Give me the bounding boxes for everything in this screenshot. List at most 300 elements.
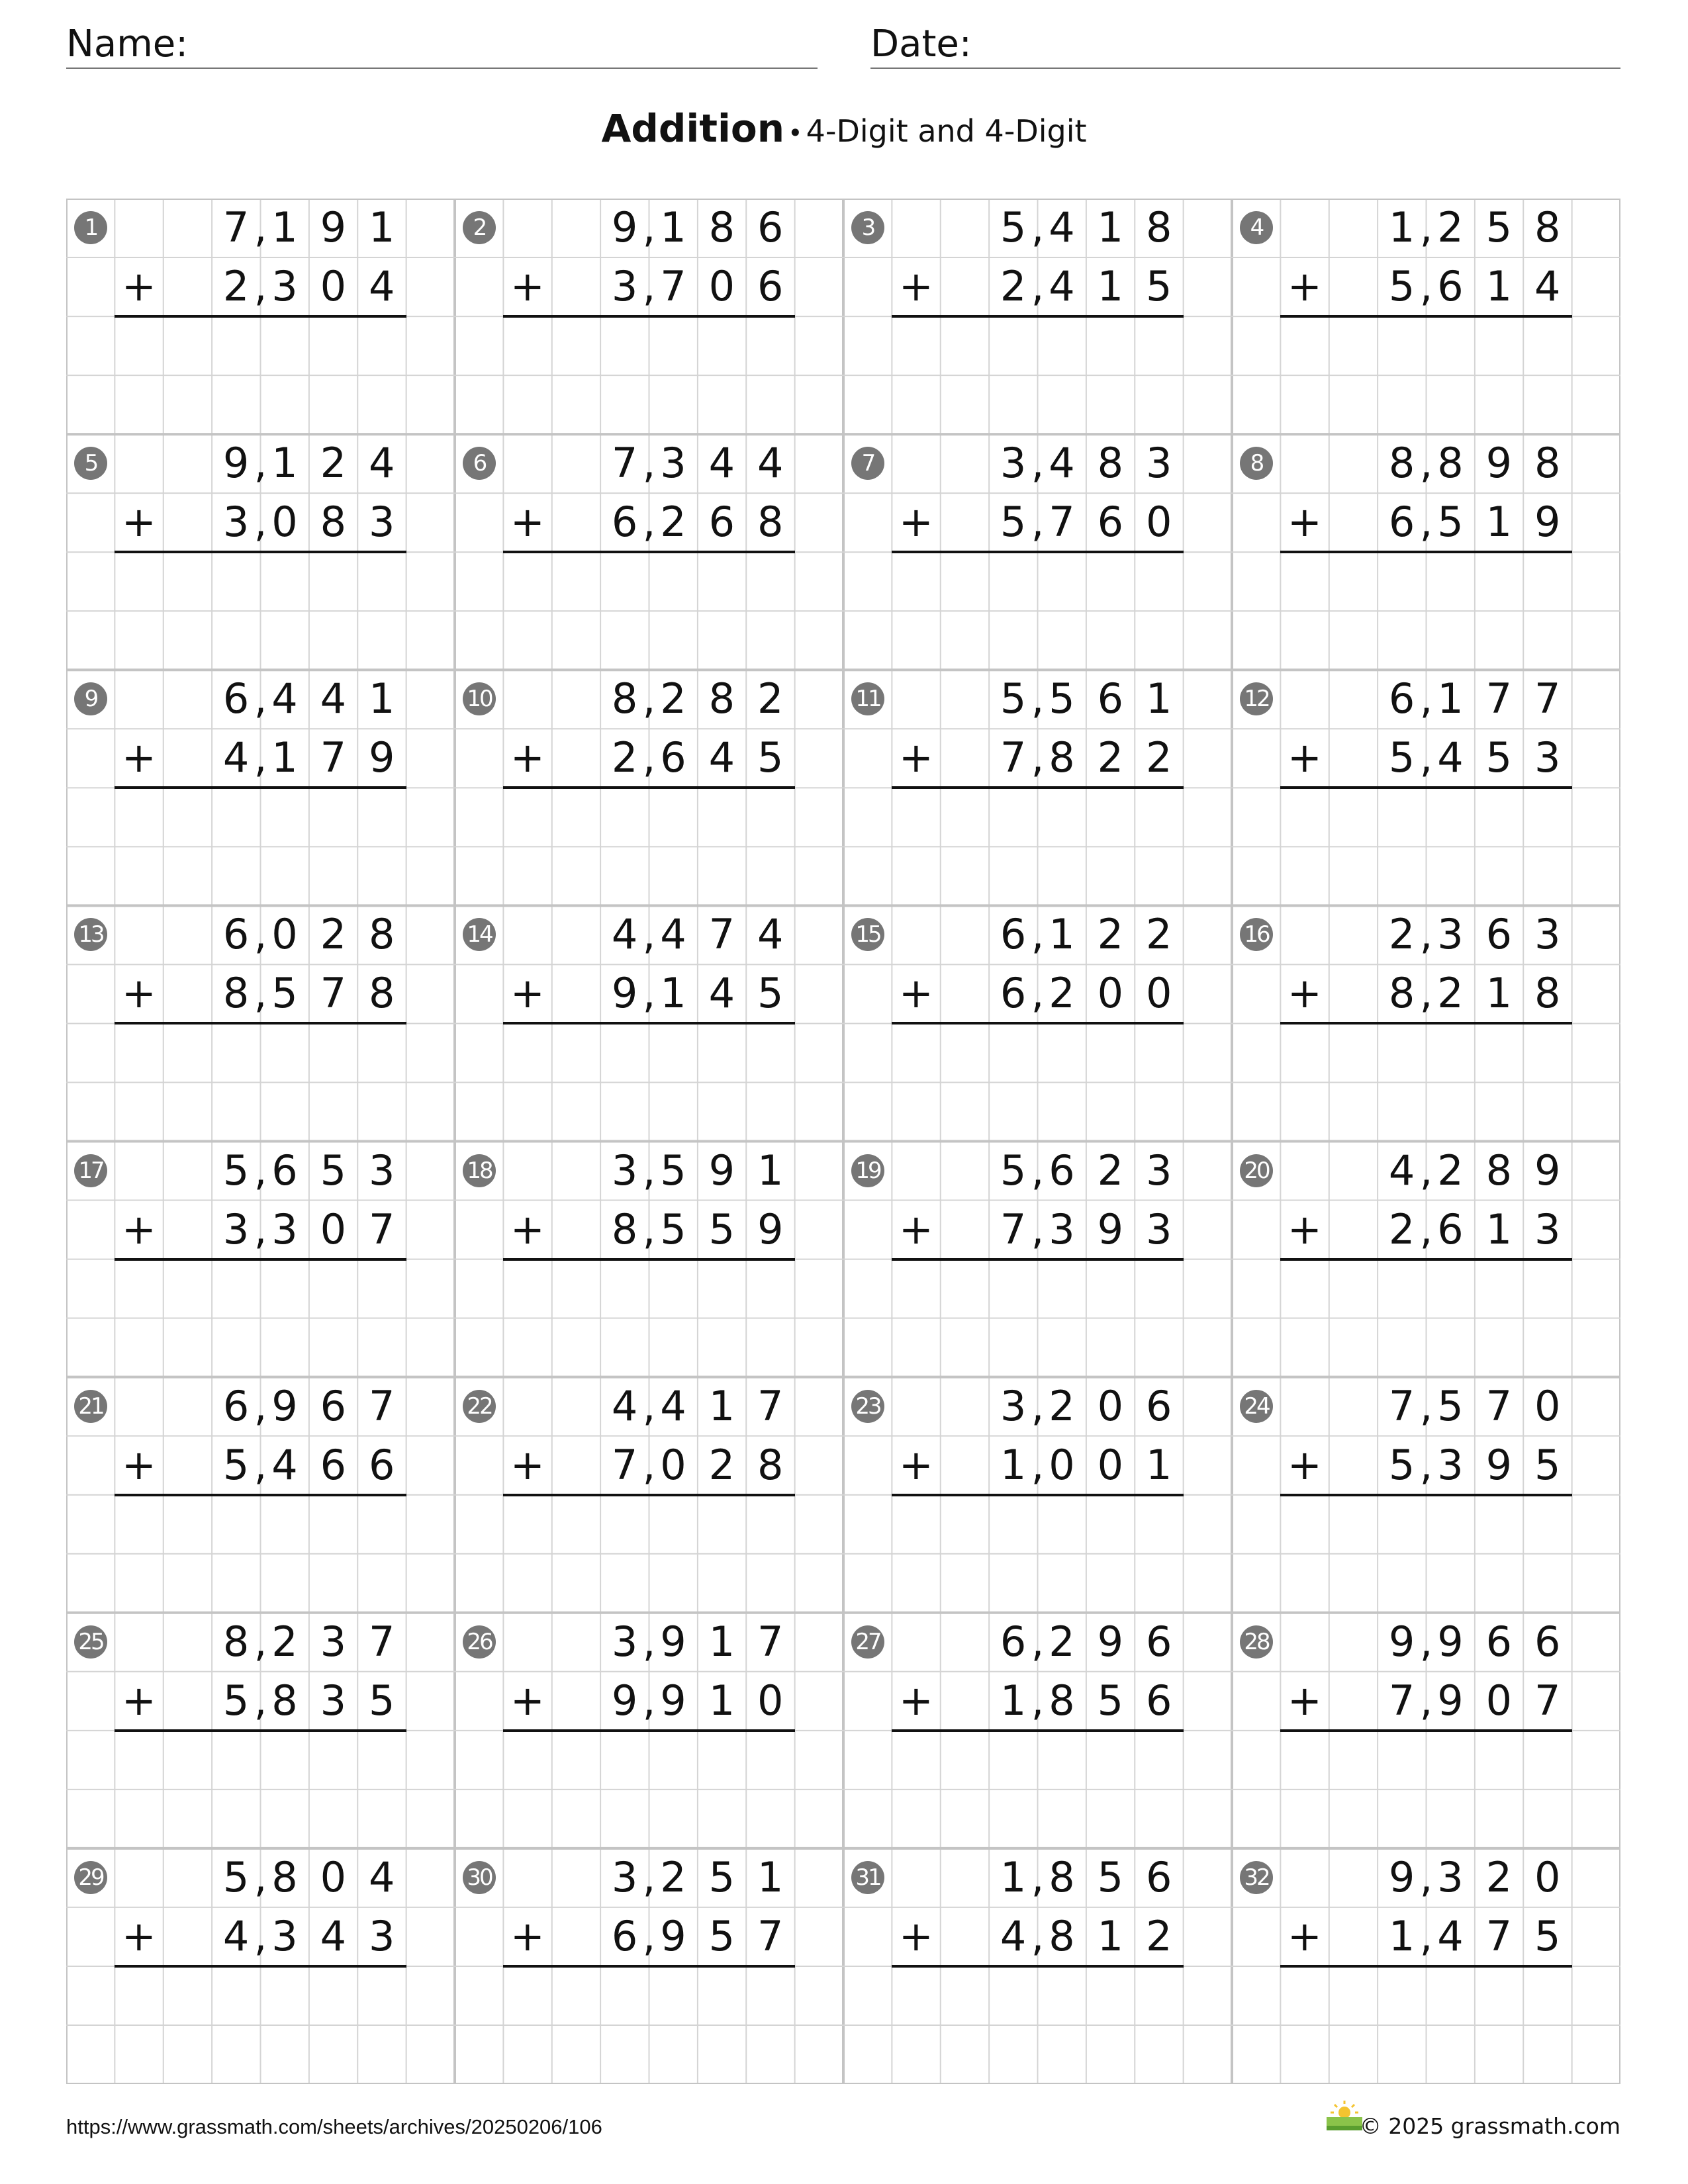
addend-bottom-digit: 5 <box>1000 498 1027 547</box>
addend-top-digit: 8 <box>1534 203 1561 251</box>
thousands-separator: , <box>1031 1440 1045 1489</box>
addend-bottom-digit: 9 <box>660 1911 686 1960</box>
addend-top-digit: 4 <box>611 1381 638 1430</box>
addend-bottom-digit: 6 <box>660 733 686 782</box>
addend-bottom-digit: 2 <box>1049 969 1075 1018</box>
addend-bottom-digit: 2 <box>611 733 638 782</box>
addend-bottom-digit: 7 <box>1485 1911 1513 1960</box>
addend-bottom-digit: 0 <box>271 498 298 547</box>
addend-top-digit: 1 <box>757 1146 784 1195</box>
plus-operator: + <box>510 1911 545 1960</box>
addend-top-digit: 4 <box>757 439 784 488</box>
plus-operator: + <box>121 1676 156 1725</box>
answer-area[interactable] <box>115 1024 406 1140</box>
addend-bottom-digit: 2 <box>1388 1205 1415 1253</box>
thousands-separator: , <box>642 1911 656 1960</box>
addend-bottom-digit: 5 <box>1534 1440 1561 1489</box>
answer-area[interactable] <box>892 1496 1183 1612</box>
answer-area[interactable] <box>892 1732 1183 1847</box>
thousands-separator: , <box>1031 1676 1045 1725</box>
problem-number-badge: 5 <box>74 447 107 480</box>
thousands-separator: , <box>642 969 656 1018</box>
thousands-separator: , <box>1031 1852 1045 1901</box>
addend-bottom-digit: 3 <box>1049 1205 1075 1253</box>
addend-bottom-digit: 6 <box>1388 498 1415 547</box>
addend-top-digit: 0 <box>1534 1381 1561 1430</box>
thousands-separator: , <box>1419 1911 1433 1960</box>
addend-bottom-digit: 1 <box>1000 1440 1027 1489</box>
addend-top-digit: 6 <box>757 203 784 251</box>
addend-top-digit: 2 <box>757 674 784 723</box>
addend-bottom-digit: 3 <box>369 498 395 547</box>
thousands-separator: , <box>254 1676 267 1725</box>
addend-top-digit: 2 <box>1049 1617 1075 1666</box>
addend-top-digit: 4 <box>369 439 395 488</box>
plus-operator: + <box>1287 1911 1322 1960</box>
addend-top-digit: 2 <box>271 1617 298 1666</box>
thousands-separator: , <box>642 910 656 959</box>
addend-bottom-digit: 2 <box>1097 733 1124 782</box>
answer-area[interactable] <box>503 1496 794 1612</box>
addend-bottom-digit: 9 <box>1534 498 1561 547</box>
addend-top-digit: 2 <box>1049 1381 1075 1430</box>
addend-bottom-digit: 9 <box>1437 1676 1464 1725</box>
problem-number-badge: 17 <box>74 1154 107 1187</box>
thousands-separator: , <box>254 910 267 959</box>
addend-bottom-digit: 4 <box>222 733 250 782</box>
thousands-separator: , <box>1031 910 1045 959</box>
thousands-separator: , <box>1419 1852 1433 1901</box>
plus-operator: + <box>121 1205 156 1253</box>
addend-top-digit: 7 <box>1388 1381 1415 1430</box>
date-field-line[interactable] <box>870 68 1620 69</box>
title-subtitle: 4-Digit and 4-Digit <box>806 113 1087 149</box>
plus-operator: + <box>898 1205 933 1253</box>
answer-area[interactable] <box>892 1261 1183 1376</box>
addend-bottom-digit: 8 <box>1049 1676 1075 1725</box>
thousands-separator: , <box>254 733 267 782</box>
thousands-separator: , <box>642 674 656 723</box>
answer-area[interactable] <box>503 1261 794 1376</box>
answer-area[interactable] <box>503 1968 794 2083</box>
thousands-separator: , <box>1031 1911 1045 1960</box>
thousands-separator: , <box>254 1852 267 1901</box>
problem-number-badge: 7 <box>851 447 884 480</box>
addend-top-digit: 4 <box>1049 439 1075 488</box>
answer-area[interactable] <box>503 1024 794 1140</box>
addend-bottom-digit: 2 <box>1146 733 1172 782</box>
addend-top-digit: 2 <box>660 674 686 723</box>
addend-top-digit: 9 <box>1388 1617 1415 1666</box>
thousands-separator: , <box>642 1852 656 1901</box>
addend-top-digit: 9 <box>1388 1852 1415 1901</box>
addend-top-digit: 1 <box>757 1852 784 1901</box>
addend-top-digit: 9 <box>1485 439 1513 488</box>
answer-area[interactable] <box>1280 1968 1571 2083</box>
footer-url[interactable]: https://www.grassmath.com/sheets/archives/20250206/106 <box>66 2115 602 2138</box>
title-main: Addition <box>601 106 784 151</box>
addend-bottom-digit: 6 <box>1437 262 1464 311</box>
addend-top-digit: 8 <box>222 1617 250 1666</box>
addend-top-digit: 3 <box>369 1146 395 1195</box>
addend-bottom-digit: 7 <box>1049 498 1075 547</box>
addend-bottom-digit: 8 <box>369 969 395 1018</box>
addend-bottom-digit: 1 <box>1146 1440 1172 1489</box>
problem-number-badge: 19 <box>851 1154 884 1187</box>
addend-top-digit: 5 <box>660 1146 686 1195</box>
addend-bottom-digit: 7 <box>1534 1676 1561 1725</box>
addend-bottom-digit: 6 <box>1000 969 1027 1018</box>
addend-top-digit: 9 <box>222 439 250 488</box>
addend-top-digit: 7 <box>1485 674 1513 723</box>
addend-top-digit: 2 <box>660 1852 686 1901</box>
problem-number-badge: 24 <box>1240 1390 1273 1423</box>
addend-top-digit: 1 <box>369 674 395 723</box>
problem-number-badge: 16 <box>1240 918 1273 951</box>
thousands-separator: , <box>1031 1381 1045 1430</box>
addend-bottom-digit: 4 <box>1534 262 1561 311</box>
title-bullet: • <box>788 118 803 148</box>
plus-operator: + <box>1287 262 1322 311</box>
addend-top-digit: 8 <box>1049 1852 1075 1901</box>
addend-bottom-digit: 5 <box>708 1911 735 1960</box>
addend-bottom-digit: 4 <box>369 262 395 311</box>
thousands-separator: , <box>254 1381 267 1430</box>
addend-top-digit: 3 <box>1437 910 1464 959</box>
thousands-separator: , <box>1419 1440 1433 1489</box>
addend-bottom-digit: 8 <box>1049 1911 1075 1960</box>
plus-operator: + <box>121 1440 156 1489</box>
plus-operator: + <box>1287 1205 1322 1253</box>
problem-number-badge: 2 <box>463 211 496 244</box>
problem-number-badge: 20 <box>1240 1154 1273 1187</box>
addend-bottom-digit: 3 <box>1534 733 1561 782</box>
addend-top-digit: 7 <box>708 910 735 959</box>
addend-bottom-digit: 1 <box>660 969 686 1018</box>
addend-top-digit: 7 <box>1485 1381 1513 1430</box>
addend-top-digit: 4 <box>660 910 686 959</box>
thousands-separator: , <box>254 203 267 251</box>
addend-bottom-digit: 8 <box>1049 733 1075 782</box>
addend-top-digit: 5 <box>1485 203 1513 251</box>
thousands-separator: , <box>642 262 656 311</box>
addend-bottom-digit: 4 <box>1000 1911 1027 1960</box>
plus-operator: + <box>898 498 933 547</box>
addend-bottom-digit: 0 <box>1146 498 1172 547</box>
answer-area[interactable] <box>892 553 1183 668</box>
addend-top-digit: 4 <box>320 674 347 723</box>
thousands-separator: , <box>1419 203 1433 251</box>
addend-top-digit: 6 <box>271 1146 298 1195</box>
problem-number-badge: 26 <box>463 1625 496 1659</box>
addend-top-digit: 1 <box>1146 674 1172 723</box>
problem-number-badge: 21 <box>74 1390 107 1423</box>
addend-bottom-digit: 1 <box>271 733 298 782</box>
addend-top-digit: 9 <box>1437 1617 1464 1666</box>
answer-area[interactable] <box>1280 1732 1571 1847</box>
addend-bottom-digit: 3 <box>611 262 638 311</box>
addend-bottom-digit: 8 <box>1388 969 1415 1018</box>
addend-bottom-digit: 4 <box>708 733 735 782</box>
thousands-separator: , <box>1031 1146 1045 1195</box>
addend-bottom-digit: 1 <box>708 1676 735 1725</box>
addend-top-digit: 4 <box>611 910 638 959</box>
answer-area[interactable] <box>115 789 406 904</box>
addend-bottom-digit: 8 <box>271 1676 298 1725</box>
addend-top-digit: 6 <box>1146 1381 1172 1430</box>
problem-number-badge: 12 <box>1240 682 1273 715</box>
plus-operator: + <box>121 262 156 311</box>
addend-top-digit: 4 <box>708 439 735 488</box>
answer-area[interactable] <box>1280 1024 1571 1140</box>
addend-bottom-digit: 3 <box>1146 1205 1172 1253</box>
answer-area[interactable] <box>1280 553 1571 668</box>
addend-top-digit: 3 <box>1000 1381 1027 1430</box>
answer-area[interactable] <box>503 1732 794 1847</box>
addend-top-digit: 3 <box>611 1852 638 1901</box>
addend-bottom-digit: 3 <box>271 262 298 311</box>
plus-operator: + <box>510 1676 545 1725</box>
addend-bottom-digit: 4 <box>1437 733 1464 782</box>
answer-area[interactable] <box>115 553 406 668</box>
problem-number-badge: 1 <box>74 211 107 244</box>
plus-operator: + <box>510 1440 545 1489</box>
addend-bottom-digit: 0 <box>1146 969 1172 1018</box>
addend-bottom-digit: 5 <box>271 969 298 1018</box>
answer-area[interactable] <box>1280 318 1571 433</box>
addend-bottom-digit: 1 <box>1485 1205 1513 1253</box>
plus-operator: + <box>121 969 156 1018</box>
addend-top-digit: 6 <box>1534 1617 1561 1666</box>
addend-top-digit: 3 <box>1000 439 1027 488</box>
answer-area[interactable] <box>1280 789 1571 904</box>
addend-bottom-digit: 9 <box>660 1676 686 1725</box>
addend-top-digit: 6 <box>1049 1146 1075 1195</box>
answer-area[interactable] <box>892 318 1183 433</box>
addend-bottom-digit: 7 <box>1000 1205 1027 1253</box>
addend-bottom-digit: 6 <box>1437 1205 1464 1253</box>
addend-bottom-digit: 6 <box>1146 1676 1172 1725</box>
addend-top-digit: 5 <box>320 1146 347 1195</box>
addend-bottom-digit: 7 <box>320 733 347 782</box>
addend-bottom-digit: 8 <box>757 498 784 547</box>
addend-top-digit: 1 <box>1437 674 1464 723</box>
addend-bottom-digit: 8 <box>757 1440 784 1489</box>
addend-top-digit: 5 <box>1000 203 1027 251</box>
addend-bottom-digit: 3 <box>222 1205 250 1253</box>
thousands-separator: , <box>254 1440 267 1489</box>
plus-operator: + <box>121 733 156 782</box>
answer-area[interactable] <box>115 1968 406 2083</box>
addend-bottom-digit: 4 <box>222 1911 250 1960</box>
addend-top-digit: 7 <box>611 439 638 488</box>
addend-top-digit: 8 <box>1388 439 1415 488</box>
answer-area[interactable] <box>892 1024 1183 1140</box>
addend-bottom-digit: 1 <box>1388 1911 1415 1960</box>
problem-number-badge: 13 <box>74 918 107 951</box>
thousands-separator: , <box>642 498 656 547</box>
addend-bottom-digit: 0 <box>1485 1676 1513 1725</box>
addend-top-digit: 3 <box>1437 1852 1464 1901</box>
addend-bottom-digit: 2 <box>1146 1911 1172 1960</box>
addend-top-digit: 3 <box>611 1146 638 1195</box>
problem-grid <box>66 199 1620 2084</box>
addend-bottom-digit: 5 <box>1534 1911 1561 1960</box>
answer-area[interactable] <box>115 1261 406 1376</box>
addend-top-digit: 5 <box>1437 1381 1464 1430</box>
addend-bottom-digit: 5 <box>1388 733 1415 782</box>
addend-top-digit: 5 <box>1000 1146 1027 1195</box>
thousands-separator: , <box>254 674 267 723</box>
addend-top-digit: 5 <box>222 1146 250 1195</box>
thousands-separator: , <box>1419 498 1433 547</box>
name-label: Name: <box>66 23 189 66</box>
addend-bottom-digit: 8 <box>320 498 347 547</box>
addend-top-digit: 2 <box>1146 910 1172 959</box>
plus-operator: + <box>510 733 545 782</box>
plus-operator: + <box>898 1440 933 1489</box>
plus-operator: + <box>121 498 156 547</box>
thousands-separator: , <box>1031 733 1045 782</box>
addend-bottom-digit: 5 <box>660 1205 686 1253</box>
addend-top-digit: 6 <box>222 910 250 959</box>
date-label: Date: <box>870 23 972 66</box>
plus-operator: + <box>1287 733 1322 782</box>
plus-operator: + <box>898 969 933 1018</box>
answer-area[interactable] <box>892 1968 1183 2083</box>
addend-bottom-digit: 8 <box>611 1205 638 1253</box>
answer-area[interactable] <box>503 553 794 668</box>
addend-bottom-digit: 6 <box>1097 498 1124 547</box>
thousands-separator: , <box>254 1205 267 1253</box>
answer-area[interactable] <box>1280 1496 1571 1612</box>
plus-operator: + <box>510 262 545 311</box>
addend-top-digit: 6 <box>1000 1617 1027 1666</box>
addend-bottom-digit: 5 <box>757 733 784 782</box>
addend-top-digit: 8 <box>1437 439 1464 488</box>
addend-bottom-digit: 6 <box>320 1440 347 1489</box>
plus-operator: + <box>510 969 545 1018</box>
problem-number-badge: 27 <box>851 1625 884 1659</box>
problem-number-badge: 29 <box>74 1861 107 1894</box>
addend-bottom-digit: 7 <box>757 1911 784 1960</box>
problem-number-badge: 15 <box>851 918 884 951</box>
thousands-separator: , <box>1419 1676 1433 1725</box>
problem-number-badge: 32 <box>1240 1861 1273 1894</box>
thousands-separator: , <box>1031 498 1045 547</box>
answer-area[interactable] <box>115 1496 406 1612</box>
addend-bottom-digit: 1 <box>1485 262 1513 311</box>
answer-area[interactable] <box>503 789 794 904</box>
thousands-separator: , <box>1031 1205 1045 1253</box>
addend-bottom-digit: 9 <box>1485 1440 1513 1489</box>
addend-bottom-digit: 0 <box>320 262 347 311</box>
thousands-separator: , <box>642 733 656 782</box>
addend-top-digit: 1 <box>708 1617 735 1666</box>
addend-bottom-digit: 4 <box>708 969 735 1018</box>
addend-top-digit: 2 <box>1388 910 1415 959</box>
addend-bottom-digit: 5 <box>1388 262 1415 311</box>
addend-top-digit: 2 <box>1097 910 1124 959</box>
addend-top-digit: 8 <box>1485 1146 1513 1195</box>
addend-bottom-digit: 3 <box>1437 1440 1464 1489</box>
addend-top-digit: 6 <box>1146 1852 1172 1901</box>
addend-bottom-digit: 3 <box>1534 1205 1561 1253</box>
addend-top-digit: 3 <box>1146 439 1172 488</box>
addend-top-digit: 9 <box>1097 1617 1124 1666</box>
addend-bottom-digit: 1 <box>1097 1911 1124 1960</box>
addend-bottom-digit: 6 <box>708 498 735 547</box>
plus-operator: + <box>898 262 933 311</box>
answer-area[interactable] <box>115 318 406 433</box>
thousands-separator: , <box>254 1911 267 1960</box>
worksheet-title <box>0 106 1688 151</box>
addend-top-digit: 1 <box>1049 910 1075 959</box>
thousands-separator: , <box>642 1146 656 1195</box>
addend-top-digit: 4 <box>1049 203 1075 251</box>
addend-top-digit: 4 <box>660 1381 686 1430</box>
addend-top-digit: 4 <box>369 1852 395 1901</box>
problem-number-badge: 30 <box>463 1861 496 1894</box>
addend-top-digit: 3 <box>611 1617 638 1666</box>
addend-bottom-digit: 5 <box>1146 262 1172 311</box>
addend-bottom-digit: 6 <box>611 1911 638 1960</box>
problem-number-badge: 6 <box>463 447 496 480</box>
addend-bottom-digit: 3 <box>271 1205 298 1253</box>
answer-area[interactable] <box>892 789 1183 904</box>
addend-top-digit: 8 <box>1534 439 1561 488</box>
answer-area[interactable] <box>1280 1261 1571 1376</box>
addend-top-digit: 2 <box>1485 1852 1513 1901</box>
addend-top-digit: 6 <box>1388 674 1415 723</box>
addend-bottom-digit: 4 <box>1049 262 1075 311</box>
problem-number-badge: 22 <box>463 1390 496 1423</box>
addend-bottom-digit: 0 <box>757 1676 784 1725</box>
plus-operator: + <box>898 1676 933 1725</box>
plus-operator: + <box>510 498 545 547</box>
addend-bottom-digit: 5 <box>1437 498 1464 547</box>
addend-bottom-digit: 2 <box>1000 262 1027 311</box>
addend-top-digit: 5 <box>1049 674 1075 723</box>
addend-top-digit: 9 <box>611 203 638 251</box>
thousands-separator: , <box>1031 439 1045 488</box>
addend-bottom-digit: 8 <box>222 969 250 1018</box>
thousands-separator: , <box>1419 1146 1433 1195</box>
addend-bottom-digit: 2 <box>708 1440 735 1489</box>
addend-top-digit: 6 <box>320 1381 347 1430</box>
addend-top-digit: 6 <box>1097 674 1124 723</box>
addend-top-digit: 7 <box>757 1381 784 1430</box>
addend-top-digit: 1 <box>1388 203 1415 251</box>
addend-bottom-digit: 4 <box>1437 1911 1464 1960</box>
addend-top-digit: 5 <box>1000 674 1027 723</box>
thousands-separator: , <box>642 439 656 488</box>
addend-top-digit: 1 <box>1097 203 1124 251</box>
thousands-separator: , <box>254 498 267 547</box>
answer-area[interactable] <box>115 1732 406 1847</box>
addend-bottom-digit: 1 <box>1485 969 1513 1018</box>
addend-bottom-digit: 6 <box>369 1440 395 1489</box>
addend-bottom-digit: 5 <box>222 1440 250 1489</box>
answer-area[interactable] <box>503 318 794 433</box>
addend-bottom-digit: 3 <box>369 1911 395 1960</box>
problem-number-badge: 28 <box>1240 1625 1273 1659</box>
addend-top-digit: 1 <box>369 203 395 251</box>
addend-top-digit: 0 <box>1097 1381 1124 1430</box>
name-field-line[interactable] <box>66 68 818 69</box>
addend-top-digit: 5 <box>222 1852 250 1901</box>
addend-top-digit: 2 <box>1437 203 1464 251</box>
